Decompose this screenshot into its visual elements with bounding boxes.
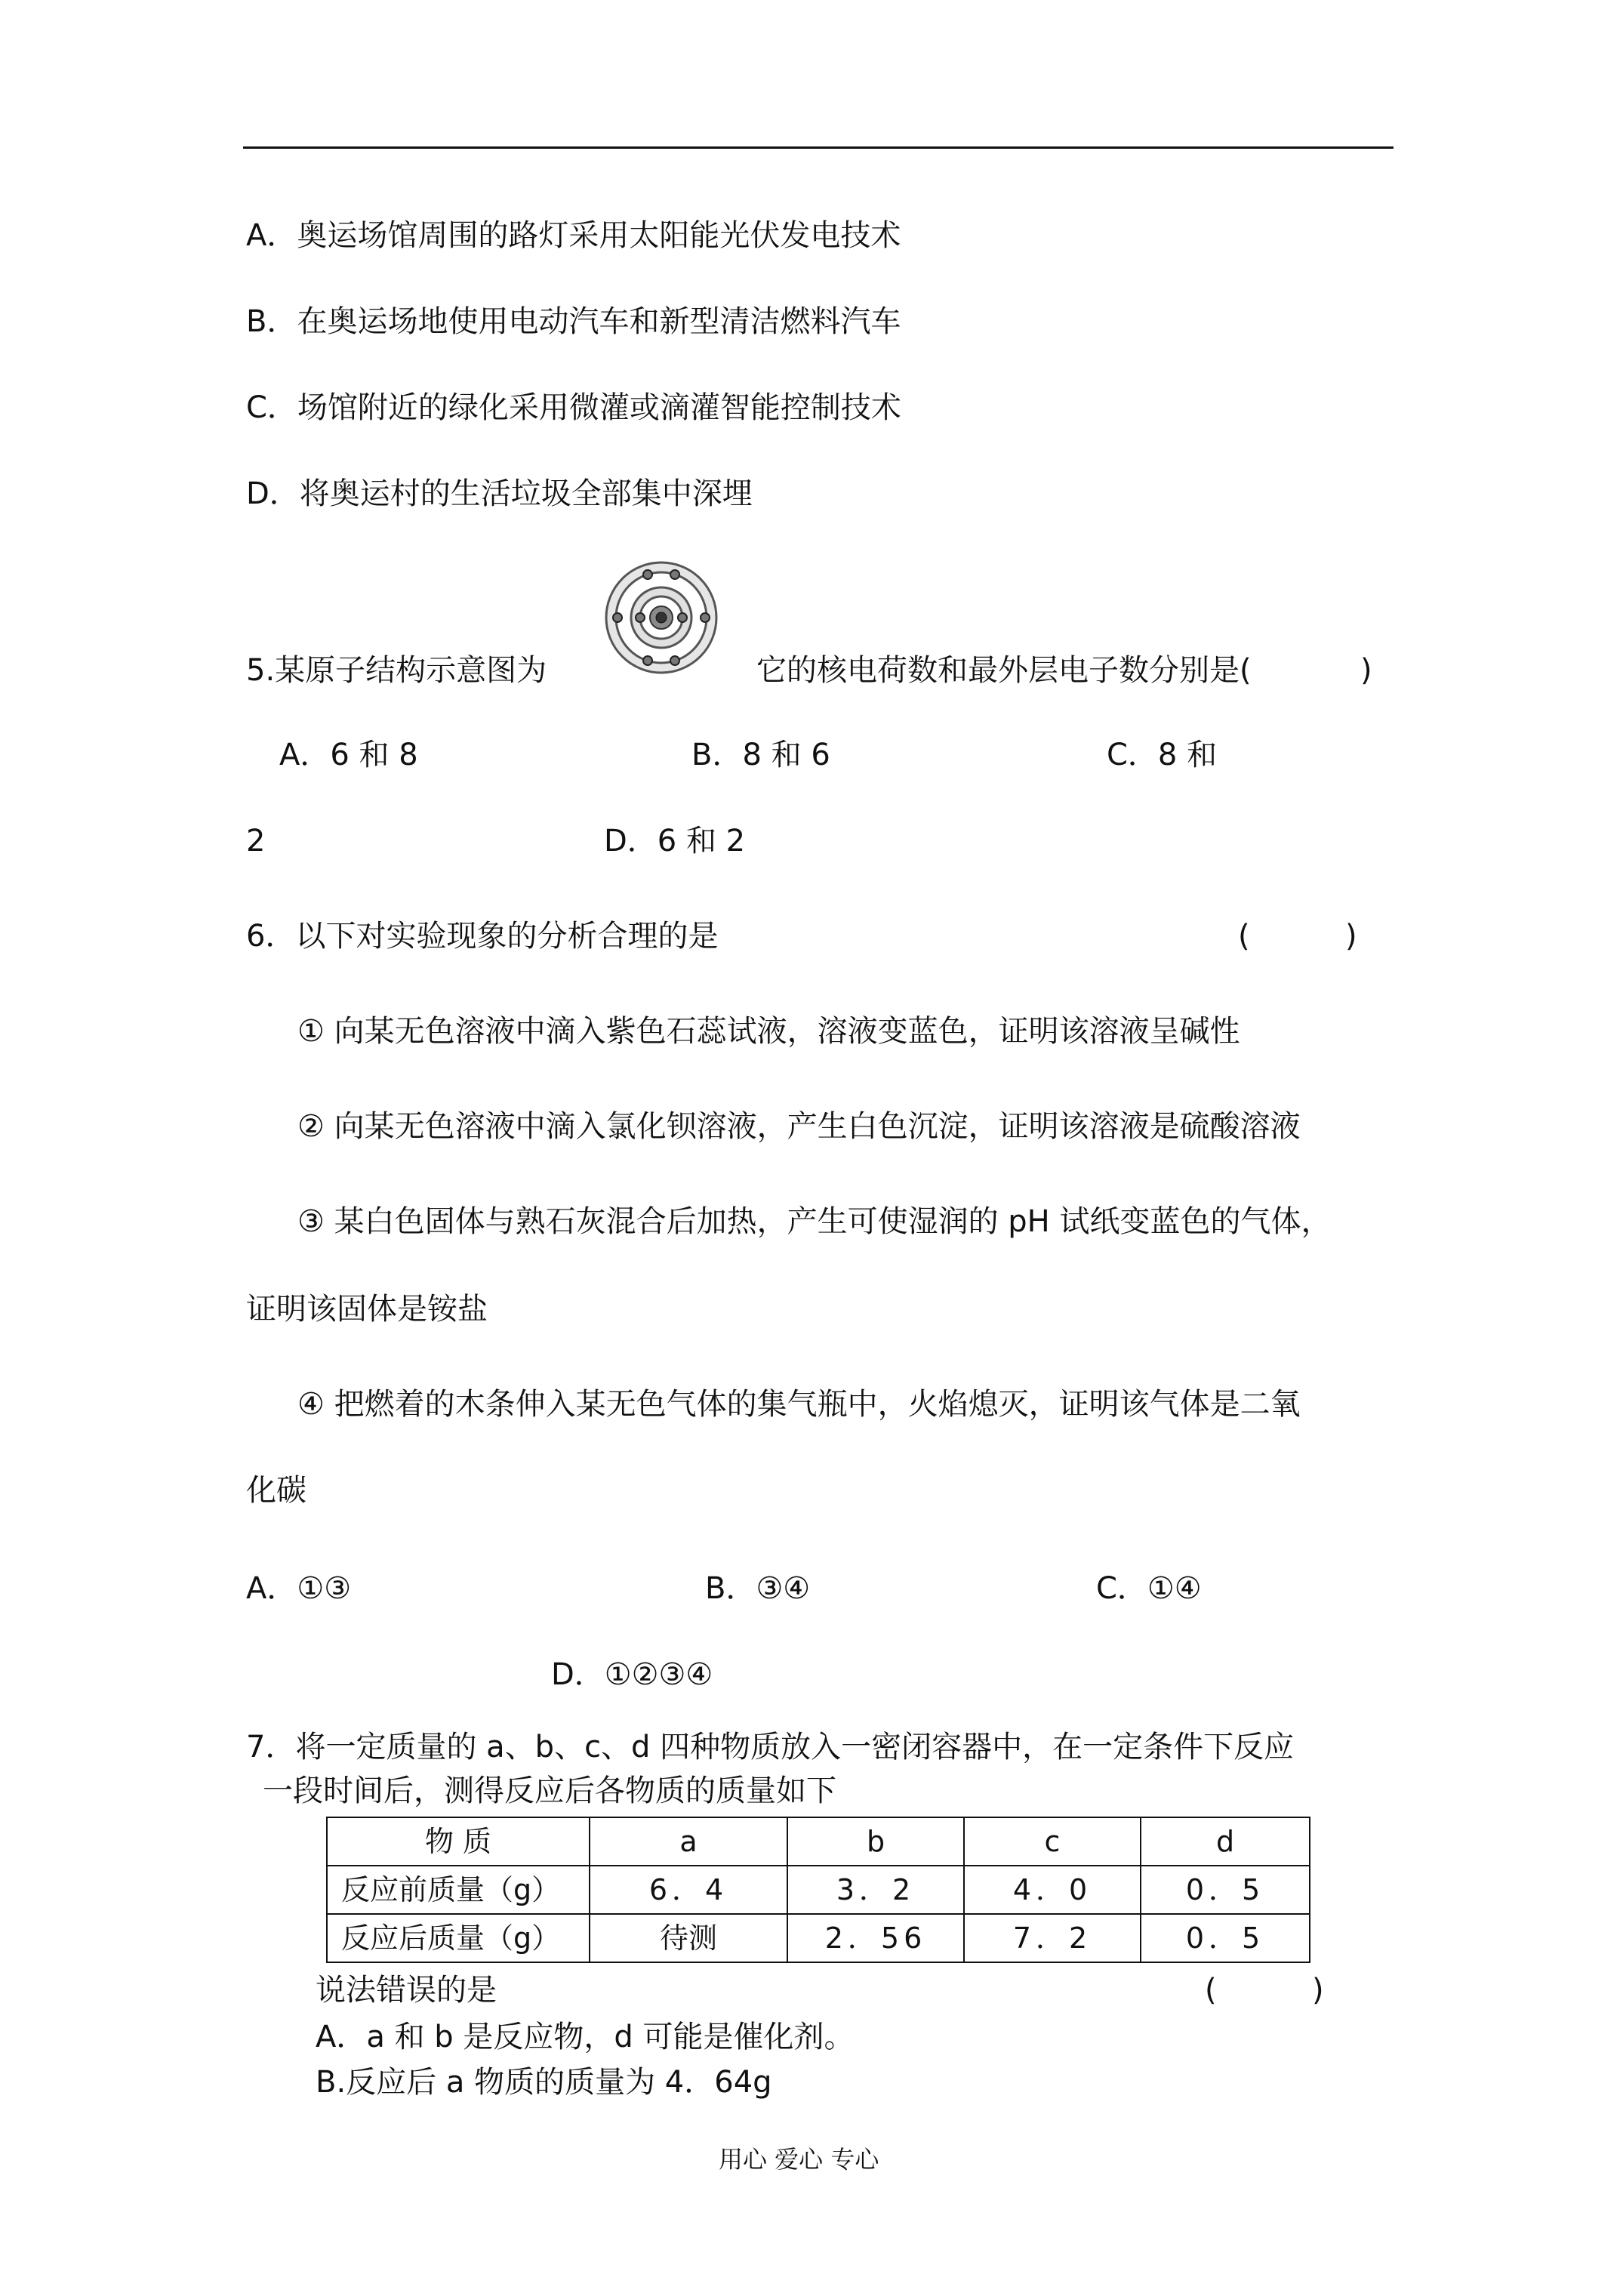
table-row [327,1914,1310,1962]
q5-option-a: A．6 和 8 [279,738,418,772]
cell-after-b: 2．56 [787,1914,964,1962]
atom-structure-diagram [601,557,722,678]
q5-option-c-continued: 2 [246,824,266,858]
q6-paren-close: ) [1345,919,1357,954]
q6-statement-3: ③ 某白色固体与熟石灰混合后加热，产生可使湿润的 pH 试纸变蓝色的气体， [297,1204,1332,1239]
row-label-after: 反应后质量（g） [327,1914,590,1962]
q4-option-c: C．场馆附近的绿化采用微灌或滴灌智能控制技术 [246,390,901,425]
cell-before-a: 6．4 [590,1866,787,1914]
q6-option-a: A．①③ [246,1571,352,1606]
q5-paren-close: ) [1360,653,1372,688]
q7-paren-close: ) [1312,1973,1324,2008]
q6-statement-3-continued: 证明该固体是铵盐 [246,1292,488,1327]
q6-statement-1: ① 向某无色溶液中滴入紫色石蕊试液，溶液变蓝色，证明该溶液呈碱性 [297,1014,1240,1049]
q6-statement-4-continued: 化碳 [246,1473,306,1508]
header-rule [243,146,1394,149]
cell-before-b: 3．2 [787,1866,964,1914]
table-row [327,1866,1310,1914]
q6-statement-2: ② 向某无色溶液中滴入氯化钡溶液，产生白色沉淀，证明该溶液是硫酸溶液 [297,1109,1301,1144]
mass-table [326,1817,1310,1963]
header-a: a [590,1817,787,1866]
q5-option-d: D．6 和 2 [604,824,746,858]
table-header-row [327,1817,1310,1866]
row-label-before: 反应前质量（g） [327,1866,590,1914]
q7-stem-line-2: 一段时间后，测得反应后各物质的质量如下 [263,1774,836,1808]
header-substance: 物 质 [327,1817,590,1866]
q4-option-b: B．在奥运场地使用电动汽车和新型清洁燃料汽车 [246,304,901,339]
q6-option-c: C．①④ [1096,1571,1202,1606]
q5-option-b: B．8 和 6 [691,738,830,772]
q7-option-b: B.反应后 a 物质的质量为 4．64g [316,2065,772,2100]
cell-after-c: 7．2 [964,1914,1141,1962]
page-footer: 用心 爱心 专心 [719,2145,879,2174]
q5-option-c: C．8 和 [1107,738,1218,772]
cell-before-c: 4．0 [964,1866,1141,1914]
header-b: b [787,1817,964,1866]
q4-option-d: D．将奥运村的生活垃圾全部集中深埋 [246,476,753,511]
q5-stem-suffix: 它的核电荷数和最外层电子数分别是( [756,653,1252,688]
cell-before-d: 0．5 [1141,1866,1310,1914]
q7-option-a: A．a 和 b 是反应物，d 可能是催化剂。 [316,2020,855,2054]
q4-option-a: A．奥运场馆周围的路灯采用太阳能光伏发电技术 [246,218,901,253]
q6-option-b: B．③④ [705,1571,811,1606]
q7-stem-line-1: 7．将一定质量的 a、b、c、d 四种物质放入一密闭容器中，在一定条件下反应 [246,1730,1295,1764]
q6-statement-4: ④ 把燃着的木条伸入某无色气体的集气瓶中，火焰熄灭，证明该气体是二氧 [297,1387,1301,1422]
q6-option-d: D．①②③④ [551,1657,713,1692]
q6-paren-open: ( [1238,919,1250,954]
q6-stem: 6．以下对实验现象的分析合理的是 [246,919,719,954]
header-c: c [964,1817,1141,1866]
cell-after-d: 0．5 [1141,1914,1310,1962]
header-d: d [1141,1817,1310,1866]
q5-stem-prefix: 5.某原子结构示意图为 [246,653,547,688]
cell-after-a: 待测 [590,1914,787,1962]
q7-paren-open: ( [1205,1973,1217,2008]
q7-question: 说法错误的是 [316,1973,497,2008]
